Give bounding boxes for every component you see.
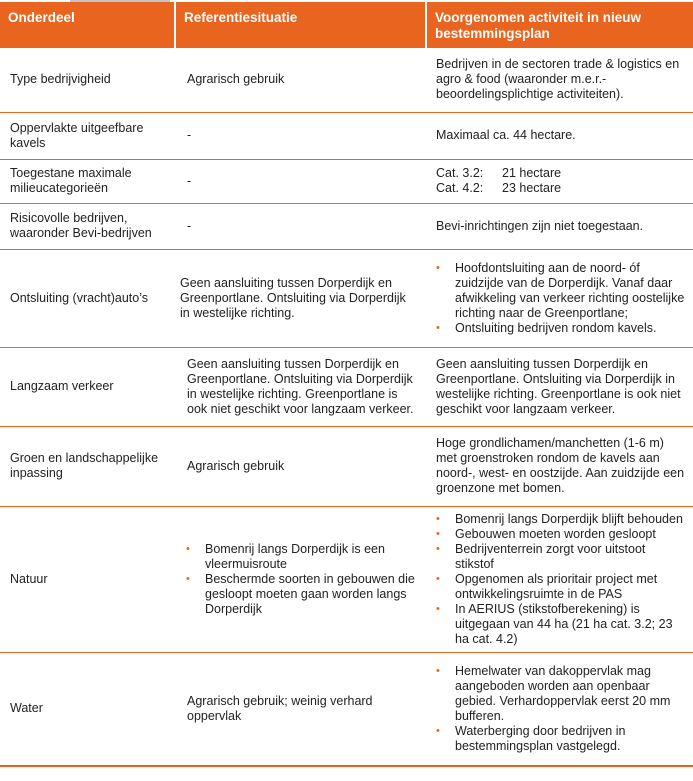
row-plan-bullets (426, 249, 693, 347)
list-item (436, 512, 685, 527)
row-plan: Geen aansluiting tussen Dorperdijk en Greenportlane. Ontsluiting via Dorperdijk in westelijke richting. Greenportlane is ook niet geschikt voor langzaam verkeer. (426, 347, 693, 426)
list-item (436, 261, 685, 321)
list-item (436, 724, 685, 754)
row-label: Natuur (0, 506, 175, 652)
table-row (0, 347, 693, 426)
bullet-icon: • (186, 572, 190, 585)
list-item (436, 527, 685, 542)
comparison-table (0, 2, 693, 767)
bullet-icon: • (186, 542, 190, 555)
list-item-text: Waterberging door bedrijven in bestemmingsplan vastgelegd. (455, 723, 626, 753)
row-plan-bullets (426, 652, 693, 766)
category-value: 21 hectare (502, 166, 562, 180)
table-row (0, 48, 693, 112)
row-reference: - (175, 203, 426, 249)
table-row (0, 652, 693, 766)
list-item-text: Gebouwen moeten worden gesloopt (455, 526, 656, 541)
table-header-row (0, 2, 693, 48)
list-item-text: Bomenrij langs Dorperdijk is een vleermuisroute (205, 541, 385, 571)
list-item (186, 542, 418, 572)
list-item (436, 602, 685, 647)
table-row (0, 112, 693, 159)
row-label: Water (0, 652, 175, 766)
row-reference: Agrarisch gebruik (175, 48, 426, 112)
list-item-text: Opgenomen als prioritair project met ontwikkelingsruimte in de PAS (455, 571, 658, 601)
bullet-icon: • (436, 261, 440, 274)
row-label: Ontsluiting (vracht)auto’s (0, 249, 175, 347)
bullet-icon: • (436, 542, 440, 555)
bullet-icon: • (436, 602, 440, 615)
row-plan-categories (426, 159, 693, 203)
row-reference-bullets (175, 506, 426, 652)
bullet-list (436, 261, 685, 336)
list-item-text: Hoofdontsluiting aan de noord- óf zuidzijde van de Dorperdijk. Vanaf daar afwikkeling van verkeer richting oostelijke richting naar de Greenportlane; (455, 260, 685, 320)
row-plan: Bedrijven in de sectoren trade & logistics en agro & food (waaronder m.e.r.-beoordelingsplichtige activiteiten). (426, 48, 693, 112)
row-label: Type bedrijvigheid (0, 48, 175, 112)
list-item-text: Bedrijventerrein zorgt voor uitstoot stikstof (455, 541, 646, 571)
bullet-list (186, 542, 418, 617)
bullet-icon: • (436, 321, 440, 334)
category-label: Cat. 3.2: (436, 166, 484, 180)
list-item-text: Beschermde soorten in gebouwen die gesloopt moeten gaan worden langs Dorperdijk (205, 571, 415, 616)
row-plan: Bevi-inrichtingen zijn niet toegestaan. (426, 203, 693, 249)
table-row (0, 203, 693, 249)
row-label: Groen en landschappelijke inpassing (0, 426, 175, 506)
category-line (436, 181, 685, 196)
header-onderdeel: Onderdeel (0, 2, 175, 48)
list-item (436, 542, 685, 572)
bullet-icon: • (436, 527, 440, 540)
row-label: Langzaam verkeer (0, 347, 175, 426)
row-reference: Geen aansluiting tussen Dorperdijk en Greenportlane. Ontsluiting via Dorperdijk in westelijke richting. (175, 249, 426, 347)
row-label: Toegestane maximale milieucategorieën (0, 159, 175, 203)
row-plan: Maximaal ca. 44 hectare. (426, 112, 693, 159)
header-referentiesituatie: Referentiesituatie (175, 2, 426, 48)
row-reference: Agrarisch gebruik (175, 426, 426, 506)
list-item-text: Hemelwater van dakoppervlak mag aangeboden worden aan openbaar gebied. Verhardoppervlak eerst 20 mm bufferen. (455, 663, 671, 723)
table-row (0, 426, 693, 506)
bullet-icon: • (436, 664, 440, 677)
row-label: Risicovolle bedrijven, waaronder Bevi-bedrijven (0, 203, 175, 249)
row-plan: Hoge grondlichamen/manchetten (1-6 m) met groenstroken rondom de kavels aan noord-, west- en oostzijde. Aan zuidzijde een groenzone met bomen. (426, 426, 693, 506)
list-item-text: Bomenrij langs Dorperdijk blijft behouden (455, 511, 683, 526)
category-label: Cat. 4.2: (436, 181, 484, 195)
table-row (0, 506, 693, 652)
row-plan-bullets (426, 506, 693, 652)
header-voorgenomen-activiteit: Voorgenomen activiteit in nieuw bestemmingsplan (426, 2, 693, 48)
list-item (436, 572, 685, 602)
table-row (0, 249, 693, 347)
bullet-icon: • (436, 724, 440, 737)
row-reference: Geen aansluiting tussen Dorperdijk en Greenportlane. Ontsluiting via Dorperdijk in westelijke richting. Greenportlane is ook niet geschikt voor langzaam verkeer. (175, 347, 426, 426)
bullet-icon: • (436, 512, 440, 525)
list-item-text: Ontsluiting bedrijven rondom kavels. (455, 320, 657, 335)
row-reference: - (175, 159, 426, 203)
bullet-list (436, 512, 685, 647)
list-item (186, 572, 418, 617)
list-item-text: In AERIUS (stikstofberekening) is uitgegaan van 44 ha (21 ha cat. 3.2; 23 ha cat. 4.2) (455, 601, 673, 646)
list-item (436, 664, 685, 724)
list-item (436, 321, 685, 336)
row-label: Oppervlakte uitgeefbare kavels (0, 112, 175, 159)
row-reference: - (175, 112, 426, 159)
bullet-icon: • (436, 572, 440, 585)
category-value: 23 hectare (502, 181, 562, 195)
bullet-list (436, 664, 685, 754)
category-line (436, 166, 685, 181)
row-reference: Agrarisch gebruik; weinig verhard oppervlak (175, 652, 426, 766)
table-row (0, 159, 693, 203)
